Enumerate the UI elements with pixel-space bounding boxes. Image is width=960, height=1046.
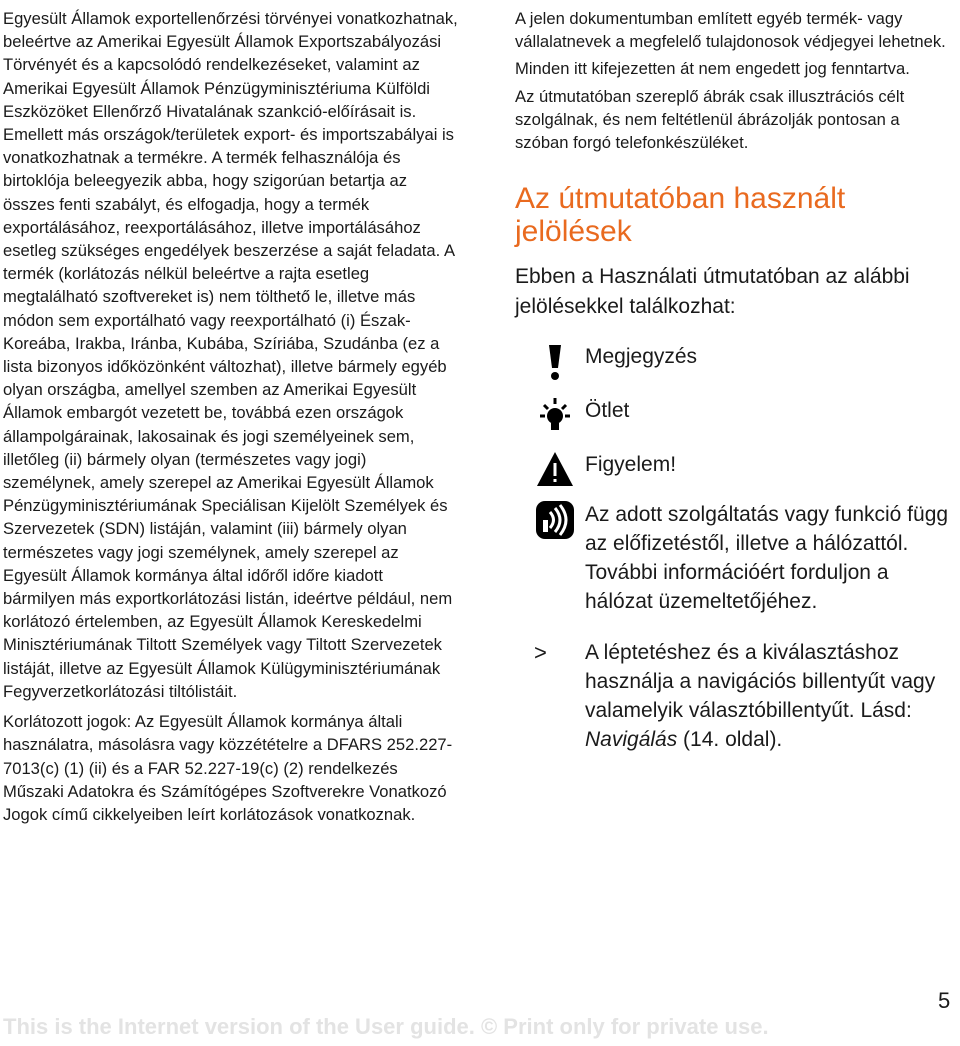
- legend-tip: [515, 396, 955, 436]
- legend-service-label: Az adott szolgáltatás vagy funkció függ az előfizetéstől, illetve a hálózattól. További információért forduljon a hálózat üzemeltetőjéhez.: [585, 503, 949, 614]
- warning-triangle-icon: [535, 450, 575, 490]
- page-number: 5: [938, 988, 951, 1013]
- export-regulations-paragraph: Egyesült Államok exportellenőrzési törvényei vonatkozhatnak, beleértve az Amerikai Egyesült Államok Exportszabályozási Törvényét és a kapcsolódó rendelkezéseket, valamint az Amerikai Egyesült Államok Pénzügyminisztériuma Külföldi Eszközöket Ellenőrző Hivatalának szankció-előírásait is. Emellett más országok/területek export- és importszabályai is vonatkozhatnak a termékre. A termék felhasználója és birtoklója beleegyezik abba, hogy szigorúan betartja az összes fenti szabályt, és elfogadja, hogy a termék exportálásához, reexportálásához, illetve importálásához esetleg szükséges engedélyek beszerzése a saját feladata. A termék (korlátozás nélkül beleértve a rajta esetleg megtalálható szoftvereket is) nem tölthető le, illetve más módon sem exportálható vagy reexportálható (i) Észak-Koreába, Irakba, Iránba, Kubába, Szíriába, Szudánba (ez a lista bizonyos időközönként változhat), illetve bármely egyéb olyan országba, amellyel szemben az Amerikai Egyesült Államok embargót vezetett be, továbbá ezen országok állampolgárainak, lakosainak és jogi személyeinek sem, illetőleg (ii) bármely olyan (természetes vagy jogi) személynek, amely szerepel az Amerikai Egyesült Államok Pénzügyminisztériumának Speciálisan Kijelölt Személyek és Szervezetek (SDN) listáján, valamint (iii) bármely olyan természetes vagy jogi személynek, amely szerepel az Egyesült Államok kormánya által időről időre kiadott bármilyen más exportkorlátozási listán, ideértve például, nem korlátozó értelemben, az Egyesült Államok Kereskedelmi Minisztériumának Tiltott Személyek vagy Tiltott Szervezetek listáját, illetve az Egyesült Államok Külügyminisztériumának Fegyverzetkorlátozási tiltólistáit.: [3, 9, 458, 701]
- right-column: [515, 7, 955, 754]
- restricted-rights-paragraph: Korlátozott jogok: Az Egyesült Államok kormánya általi használatra, másolásra vagy közzétételre a DFARS 252.227-7013(c) (1) (ii) és a FAR 52.227-19(c) (2) rendelkezés Műszaki Adatokra és Számítógépes Szoftverekre Vonatkozó Jogok című cikkelyeiben leírt korlátozások vonatkoznak.: [3, 712, 453, 824]
- exclamation-icon: [535, 342, 575, 382]
- rights-reserved-paragraph: Minden itt kifejezetten át nem engedett jog fenntartva.: [515, 59, 910, 79]
- legend-warning-label: Figyelem!: [585, 453, 677, 477]
- navigation-reference[interactable]: Navigálás: [585, 728, 678, 752]
- footer-watermark: This is the Internet version of the User guide. © Print only for private use.: [3, 1014, 769, 1039]
- legend-warning: [515, 450, 955, 490]
- legend-note: [515, 342, 955, 382]
- trademarks-paragraph: A jelen dokumentumban említett egyéb termék- vagy vállalatnevek a megfelelő tulajdonosok védjegyei lehetnek.: [515, 9, 946, 52]
- legend-tip-label: Ötlet: [585, 399, 630, 423]
- left-column: [3, 7, 458, 833]
- section-intro: Ebben a Használati útmutatóban az alábbi jelölésekkel találkozhat:: [515, 265, 910, 319]
- navigation-page-reference: (14. oldal).: [677, 728, 783, 752]
- section-heading: Az útmutatóban használt jelölések: [515, 182, 846, 249]
- legend-navigation: [515, 638, 955, 754]
- legend-service: [515, 500, 955, 616]
- illustrations-paragraph: Az útmutatóban szereplő ábrák csak illusztrációs célt szolgálnak, és nem feltétlenül ábrázolják pontosan a szóban forgó telefonkészüléket.: [515, 86, 905, 153]
- navigation-arrow-icon: >: [534, 640, 547, 666]
- legend-note-label: Megjegyzés: [585, 345, 698, 369]
- lightbulb-icon: [535, 396, 575, 436]
- legend-navigation-text: A léptetéshez és a kiválasztáshoz használja a navigációs billentyűt vagy valamelyik választóbillentyűt. Lásd:: [585, 641, 936, 723]
- network-service-icon: [535, 500, 575, 540]
